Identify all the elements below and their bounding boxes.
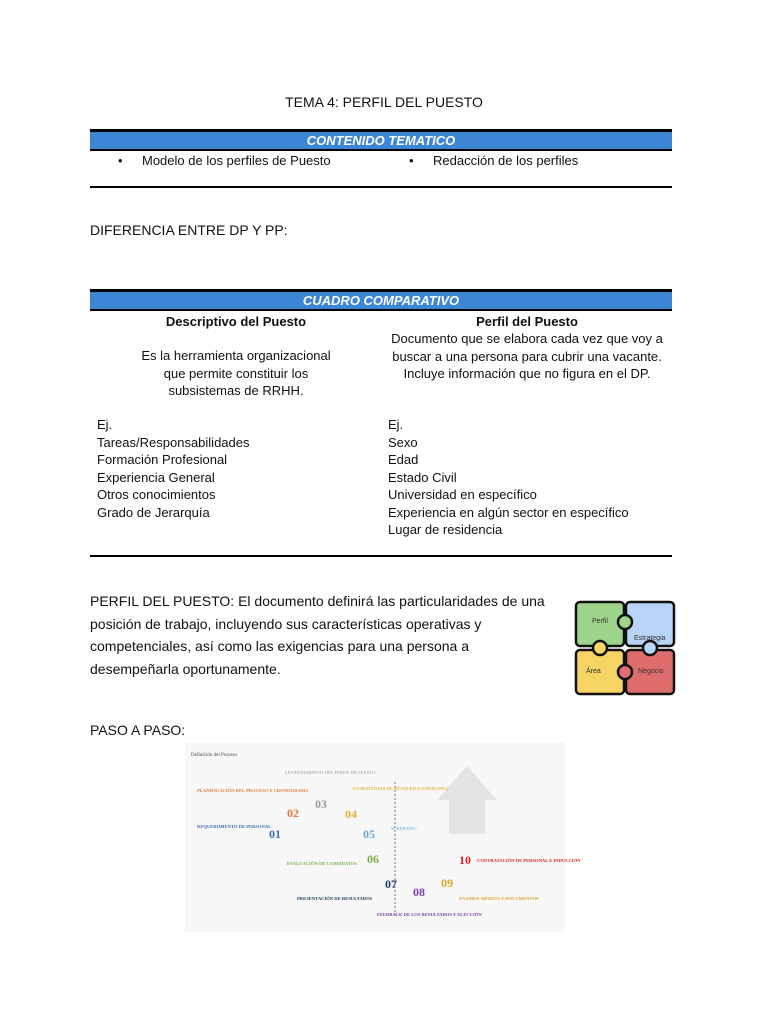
description-line: subsistemas de RRHH. <box>168 383 304 398</box>
contenido-item-label: Redacción de los perfiles <box>433 153 579 168</box>
list-item: Ej. <box>97 417 113 432</box>
step-label: PRESENTACIÓN DE RESULTADOS <box>297 896 373 901</box>
puzzle-label: Estrategia <box>634 635 666 642</box>
step-number: 02 <box>287 806 299 820</box>
puzzle-icon <box>574 600 676 696</box>
list-item: Experiencia en algún sector en específico <box>388 504 629 520</box>
contenido-item-label: Modelo de los perfiles de Puesto <box>142 153 331 168</box>
perfil-list <box>388 416 629 539</box>
list-item: Ej. <box>388 417 404 432</box>
contenido-item: • Modelo de los perfiles de Puesto <box>118 153 331 168</box>
list-item: Edad <box>388 452 419 467</box>
contenido-item: • Redacción de los perfiles <box>409 153 579 168</box>
description-line: Incluye información que no figura en el DP. <box>403 366 651 381</box>
step-number: 04 <box>345 807 357 821</box>
step-number: 05 <box>363 827 375 841</box>
list-item: Otros conocimientos <box>97 487 216 502</box>
step-label: EXAMEN MÉDICO Y DOCUMENTOS <box>459 896 539 901</box>
divider <box>90 555 672 557</box>
perfil-paragraph: PERFIL DEL PUESTO: El documento definirá las particularidades de una posición de trabajo, incluyendo sus características operativas y competenciales, así como las exigencias para una persona a desempeñarla oportunamente. <box>90 593 545 677</box>
step-number: 08 <box>413 885 425 899</box>
list-item: Lugar de residencia <box>388 522 503 537</box>
step-number: 10 <box>459 853 471 867</box>
step-label: LEVANTAMIENTO DEL PERFIL DE PUESTO <box>285 770 376 775</box>
list-item: Tareas/Responsabilidades <box>97 434 250 450</box>
descriptivo-list <box>97 416 249 521</box>
page-title: TEMA 4: PERFIL DEL PUESTO <box>285 94 483 110</box>
paso-heading: PASO A PASO: <box>90 722 186 738</box>
step-label: FEEDBACK DE LOS RESULTADOS Y ELECCIÓN <box>377 912 482 917</box>
list-item: Estado Civil <box>388 469 457 485</box>
list-item: Experiencia General <box>97 469 215 485</box>
step-number: 01 <box>269 827 281 841</box>
cuadro-header: CUADRO COMPARATIVO <box>90 289 672 311</box>
step-number: 06 <box>367 852 379 866</box>
step-label: PLANIFICACIÓN DEL PROCESO Y CRONOGRAMA <box>197 788 309 793</box>
step-number: 03 <box>315 797 327 811</box>
descriptivo-title: Descriptivo del Puesto <box>165 314 307 329</box>
step-number: 09 <box>441 876 453 890</box>
diagram-title: Definición del Proceso <box>191 753 237 758</box>
divider <box>90 186 672 188</box>
step-number: 07 <box>385 877 397 891</box>
list-item: Sexo <box>388 434 418 450</box>
step-label: ESTRATEGIAS DE BÚSQUEDA (SOURCING) <box>353 786 449 791</box>
diferencia-heading: DIFERENCIA ENTRE DP Y PP: <box>90 222 288 238</box>
description-line: Es la herramienta organizacional <box>141 348 331 363</box>
step-label: SCREENING <box>391 826 417 831</box>
perfil-description <box>382 330 672 383</box>
list-item: Formación Profesional <box>97 452 228 467</box>
up-arrow-icon <box>437 766 497 834</box>
puzzle-label: Negocio <box>638 668 664 675</box>
step-label: REQUERIMIENTO DE PERSONAL <box>197 824 272 829</box>
perfil-title: Perfil del Puesto <box>476 314 578 329</box>
step-label: EVALUACIÓN DE CANDIDATOS <box>287 861 357 866</box>
process-diagram <box>185 742 581 932</box>
puzzle-label: Área <box>586 668 601 675</box>
puzzle-label: Perfil <box>592 618 608 625</box>
description-line: que permite constituir los <box>163 365 309 381</box>
description-line: buscar a una persona para cubrir una vacante. <box>392 348 662 364</box>
contenido-header: CONTENIDO TEMATICO <box>90 129 672 151</box>
list-item: Universidad en específico <box>388 487 537 502</box>
description-line: Documento que se elabora cada vez que voy a <box>391 331 663 346</box>
descriptivo-description <box>90 347 382 400</box>
step-label: CONTRATACIÓN DE PERSONAL E INDUCCIÓN <box>477 858 581 863</box>
list-item: Grado de Jerarquía <box>97 504 210 520</box>
